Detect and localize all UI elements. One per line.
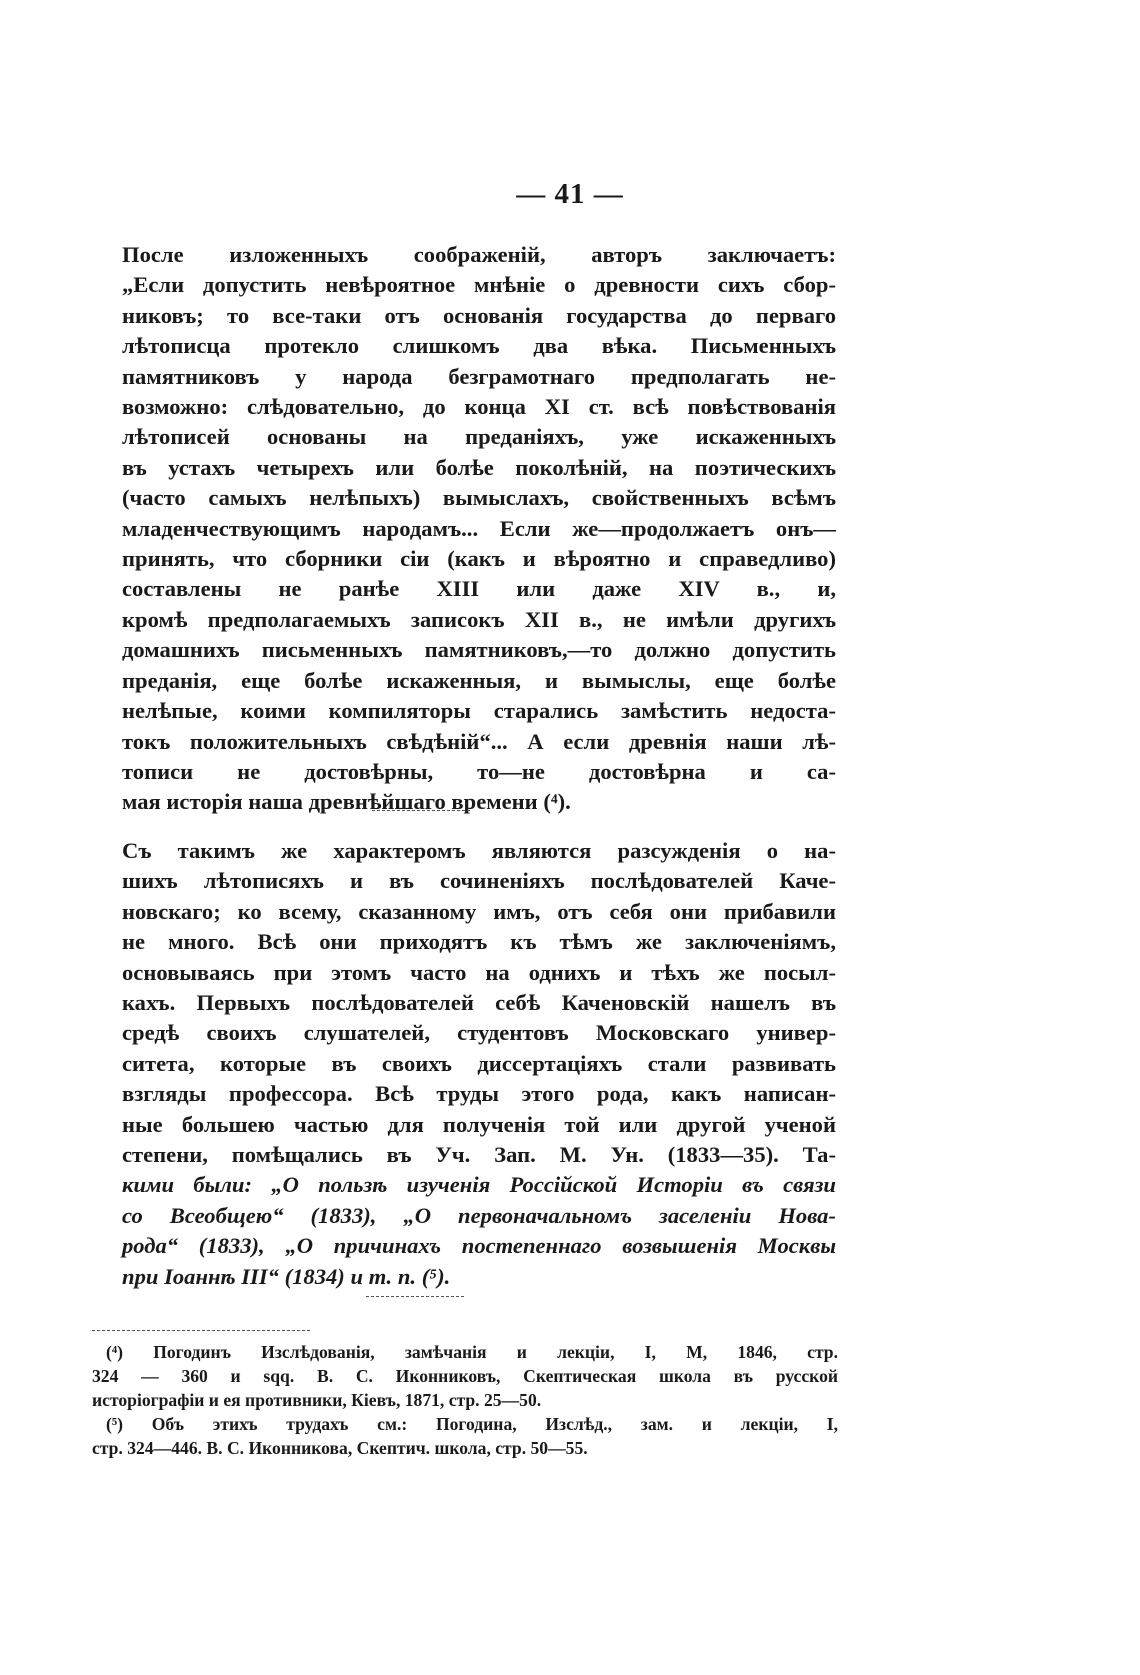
footnote-line: (⁴) Погодинъ Изслѣдованія, замѣчанія и лекціи, I, М, 1846, стр. [106, 1342, 838, 1362]
text-line: ные большею частью для полученія той или другой ученой [122, 1111, 836, 1137]
text-line: тописи не достовѣрны, то—не достовѣрна и са- [122, 758, 836, 784]
section-divider [366, 1296, 464, 1297]
text-line: кахъ. Первыхъ послѣдователей себѣ Каченовскій нашелъ въ [122, 990, 836, 1016]
text-line: лѣтописца протекло слишкомъ два вѣка. Письменныхъ [122, 333, 836, 359]
text-line: составлены не ранѣе XIII или даже XIV в., и, [122, 576, 836, 602]
text-line: взгляды профессора. Всѣ труды этого рода, какъ написан- [122, 1081, 836, 1107]
text-line: преданія, еще болѣе искаженныя, и вымыслы, еще болѣе [122, 667, 836, 693]
text-line: кромѣ предполагаемыхъ записокъ XII в., не имѣли другихъ [122, 606, 836, 632]
text-line: возможно: слѣдовательно, до конца XI ст. всѣ повѣствованія [122, 394, 836, 420]
section-divider [372, 810, 470, 811]
footnote-rule [92, 1330, 310, 1331]
text-line: ситета, которые въ своихъ диссертаціяхъ стали развивать [122, 1050, 836, 1076]
text-line: Съ такимъ же характеромъ являются разсужденія о на- [122, 838, 836, 863]
text-line: принять, что сборники сіи (какъ и вѣроятно и справедливо) [122, 546, 836, 572]
text-line: никовъ; то все-таки отъ основанія государства до перваго [122, 302, 836, 328]
footnote-line: исторіографіи и ея противники, Кіевъ, 1871, стр. 25—50. [92, 1390, 542, 1410]
text-line: памятниковъ у народа безграмотнаго предполагать не- [122, 363, 836, 389]
text-line: домашнихъ письменныхъ памятниковъ,—то должно допустить [122, 637, 836, 663]
text-line: шихъ лѣтописяхъ и въ сочиненіяхъ послѣдователей Каче- [122, 868, 836, 894]
text-line: лѣтописей основаны на преданіяхъ, уже искаженныхъ [122, 424, 836, 450]
footnote-line: 324 — 360 и sqq. В. С. Иконниковъ, Скептическая школа въ русской [92, 1366, 838, 1386]
footnote-line: (⁵) Объ этихъ трудахъ см.: Погодина, Изслѣд., зам. и лекціи, I, [106, 1414, 838, 1434]
text-line: младенчествующимъ народамъ... Если же—продолжаетъ онъ— [122, 515, 836, 541]
text-line: кими были: „О пользѣ изученія Россійской Исторіи въ связи [122, 1172, 836, 1198]
text-line: рода“ (1833), „О причинахъ постепеннаго возвышенія Москвы [122, 1233, 836, 1259]
text-line: не много. Всѣ они приходятъ къ тѣмъ же заключеніямъ, [122, 929, 836, 955]
text-line: нелѣпые, коими компиляторы старались замѣстить недоста- [122, 698, 836, 724]
text-line: въ устахъ четырехъ или болѣе поколѣній, на поэтическихъ [122, 454, 836, 480]
page-number: — 41 — [516, 178, 624, 210]
footnotes [92, 1340, 838, 1460]
text-line: После изложенныхъ соображеній, авторъ заключаетъ: [122, 242, 836, 267]
text-line: степени, помѣщались въ Уч. Зап. М. Ун. (1833—35). Та- [122, 1142, 836, 1168]
paragraph-2 [122, 836, 836, 1292]
text-line: новскаго; ко всему, сказанному имъ, отъ себя они прибавили [122, 898, 836, 924]
footnote-line: стр. 324—446. В. С. Иконникова, Скептич. школа, стр. 50—55. [92, 1438, 588, 1458]
text-line: при Іоаннѣ III“ (1834) и т. п. (⁵). [122, 1263, 451, 1289]
text-line: „Если допустить невѣроятное мнѣніе о древности сихъ сбор- [122, 272, 836, 298]
text-line: со Всеобщею“ (1833), „О первоначальномъ заселеніи Нова- [122, 1202, 836, 1228]
text-line: основываясь при этомъ часто на однихъ и тѣхъ же посыл- [122, 959, 836, 985]
text-line: (часто самыхъ нелѣпыхъ) вымыслахъ, свойственныхъ всѣмъ [122, 485, 836, 511]
text-line: средѣ своихъ слушателей, студентовъ Московскаго универ- [122, 1020, 836, 1046]
text-line: мая исторія наша древнѣйшаго времени (⁴). [122, 789, 571, 815]
text-line: токъ положительныхъ свѣдѣній“... А если древнія наши лѣ- [122, 728, 836, 754]
paragraph-1 [122, 240, 836, 818]
